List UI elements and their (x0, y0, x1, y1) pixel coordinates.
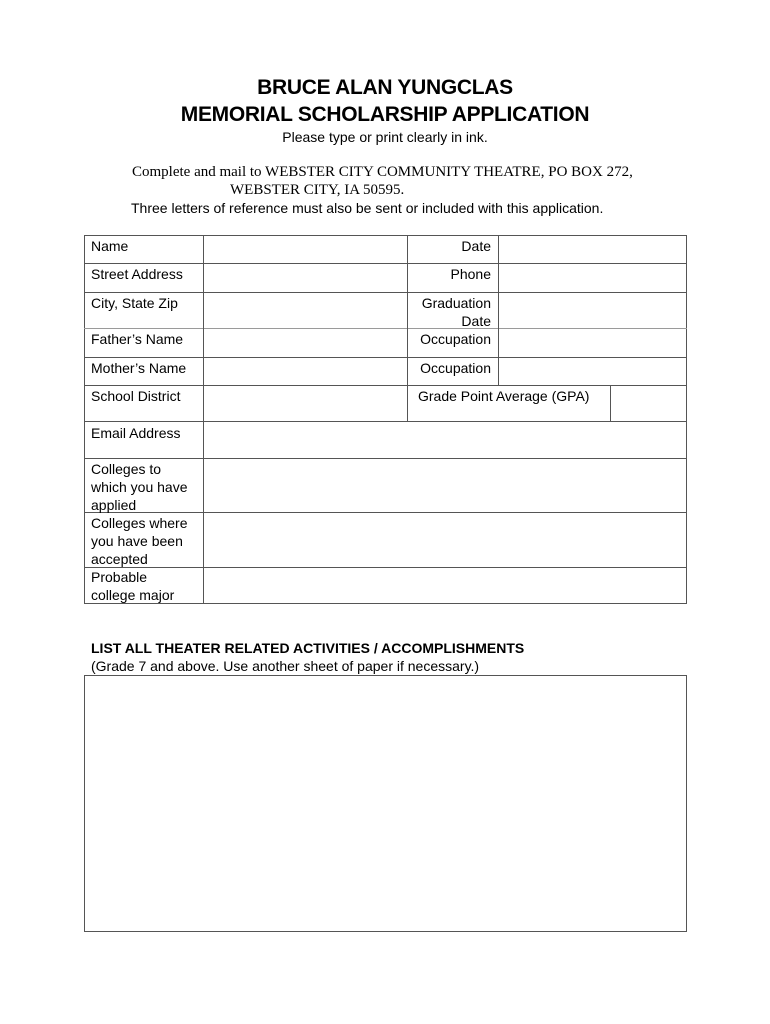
gpa-label: Grade Point Average (GPA) (418, 388, 590, 404)
fathers-name-field[interactable] (204, 329, 407, 357)
colleges-applied-label: Colleges to which you have applied (91, 461, 188, 513)
name-field[interactable] (204, 236, 407, 263)
activities-heading: LIST ALL THEATER RELATED ACTIVITIES / ACCOMPLISHMENTS (91, 640, 525, 656)
email-address-field[interactable] (204, 422, 686, 458)
name-label: Name (91, 238, 129, 254)
activities-textarea[interactable] (84, 675, 687, 932)
fathers-name-label: Father’s Name (91, 331, 184, 347)
street-address-field[interactable] (204, 264, 407, 292)
mothers-name-field[interactable] (204, 358, 407, 385)
mail-instruction-line-2: WEBSTER CITY, IA 50595. (230, 182, 405, 198)
mother-occupation-label: Occupation (420, 360, 491, 376)
city-state-zip-field[interactable] (204, 293, 407, 328)
father-occupation-label: Occupation (420, 331, 491, 347)
mail-instruction-line-1: Complete and mail to WEBSTER CITY COMMUNITY THEATRE, PO BOX 272, (132, 164, 633, 180)
graduation-date-label: Graduation Date (421, 295, 491, 329)
phone-field[interactable] (499, 264, 686, 292)
school-district-field[interactable] (204, 386, 407, 421)
school-district-label: School District (91, 388, 181, 404)
activities-subheading: (Grade 7 and above. Use another sheet of paper if necessary.) (91, 658, 480, 674)
probable-major-label: Probable college major (91, 569, 175, 603)
reference-note: Three letters of reference must also be sent or included with this application. (131, 200, 604, 216)
father-occupation-field[interactable] (499, 329, 686, 357)
probable-major-field[interactable] (204, 568, 686, 603)
city-state-zip-label: City, State Zip (91, 295, 178, 311)
gpa-field[interactable] (611, 386, 686, 421)
instruction-text: Please type or print clearly in ink. (282, 129, 488, 145)
date-field[interactable] (499, 236, 686, 263)
phone-label: Phone (450, 266, 491, 282)
colleges-accepted-field[interactable] (204, 513, 686, 567)
mothers-name-label: Mother’s Name (91, 360, 187, 376)
title-line-1: BRUCE ALAN YUNGCLAS (257, 76, 513, 99)
graduation-date-field[interactable] (499, 293, 686, 328)
title-line-2: MEMORIAL SCHOLARSHIP APPLICATION (180, 103, 590, 126)
street-address-label: Street Address (91, 266, 183, 282)
email-address-label: Email Address (91, 425, 181, 441)
date-label: Date (461, 238, 491, 254)
colleges-applied-field[interactable] (204, 459, 686, 512)
colleges-accepted-label: Colleges where you have been accepted (91, 515, 188, 567)
mother-occupation-field[interactable] (499, 358, 686, 385)
